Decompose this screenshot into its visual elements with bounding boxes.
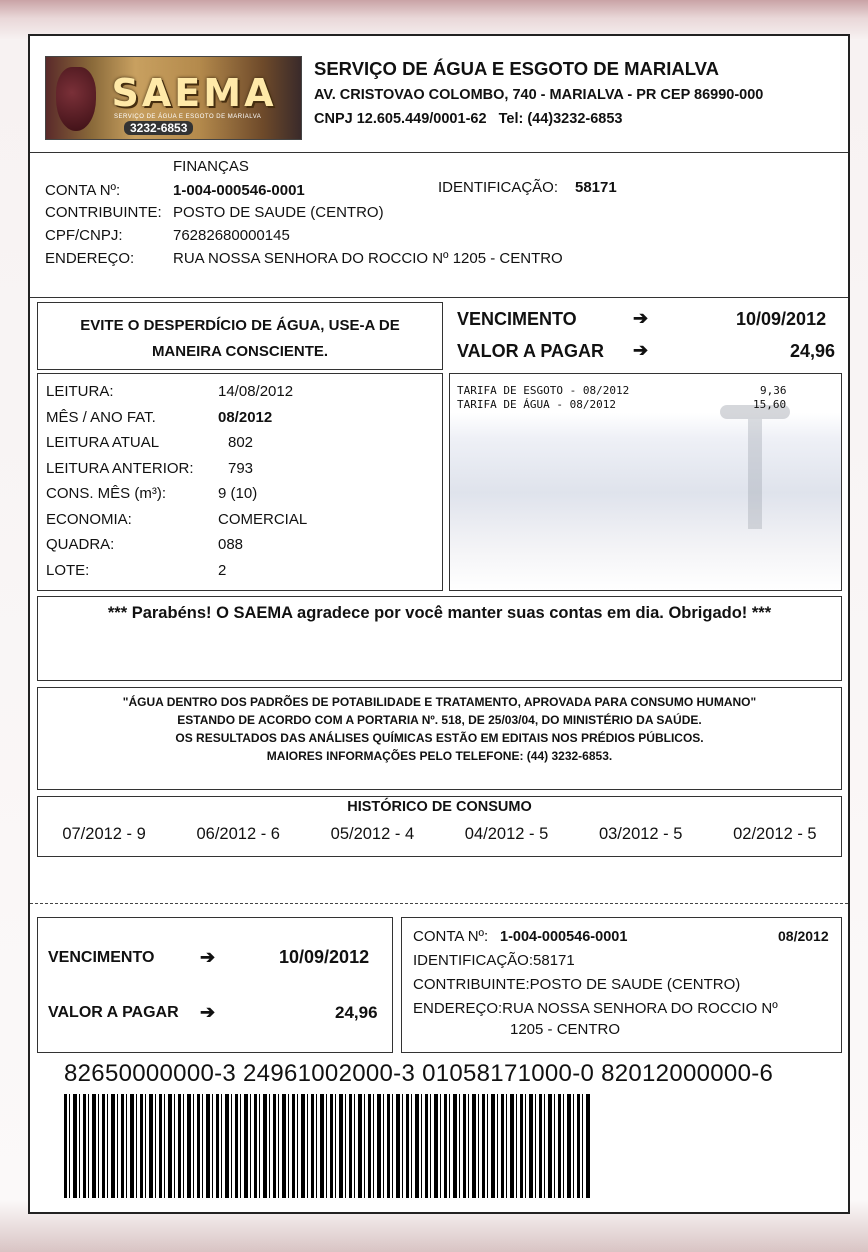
stub-endereco-2: 1205 - CENTRO — [510, 1021, 621, 1038]
thanks-message: *** Parabéns! O SAEMA agradece por você manter suas contas em dia. Obrigado! *** — [107, 604, 772, 622]
history-item: 02/2012 - 5 — [733, 825, 817, 843]
company-title: SERVIÇO DE ÁGUA E ESGOTO DE MARIALVA — [314, 58, 719, 79]
reading-label: QUADRA: — [46, 536, 115, 553]
stub-ident: IDENTIFICAÇÃO:58171 — [413, 952, 575, 969]
stub-due-date-label: VENCIMENTO — [48, 949, 155, 966]
notice-line-2: MANEIRA CONSCIENTE. — [151, 343, 329, 360]
barcode-digits: 82650000000-3 24961002000-3 01058171000-0 82012000000-6 — [64, 1060, 774, 1087]
grapes-icon — [56, 67, 96, 131]
logo-tagline: SERVIÇO DE ÁGUA E ESGOTO DE MARIALVA — [114, 114, 262, 120]
quality-text — [37, 693, 842, 765]
notice-line-1: EVITE O DESPERDÍCIO DE ÁGUA, USE-A DE — [80, 317, 400, 334]
stub-amount-label: VALOR A PAGAR — [48, 1004, 179, 1021]
reading-value: 2 — [218, 561, 227, 579]
contrib-value: POSTO DE SAUDE (CENTRO) — [173, 204, 384, 221]
stub-conta-value: 1-004-000546-0001 — [500, 929, 628, 945]
reading-value: 9 (10) — [218, 485, 258, 502]
reading-row — [46, 460, 436, 486]
stub-payment-box — [37, 917, 393, 1053]
history-title: HISTÓRICO DE CONSUMO — [347, 799, 532, 815]
notice-text — [37, 313, 443, 365]
header-text — [314, 58, 846, 127]
company-cnpj: CNPJ 12.605.449/0001-62 Tel: (44)3232-6853 — [314, 111, 623, 127]
reading-row — [46, 511, 436, 537]
history-item: 04/2012 - 5 — [464, 825, 549, 843]
ident-label: IDENTIFICAÇÃO: — [438, 179, 559, 196]
reading-row — [46, 485, 436, 511]
stub-endereco-1: ENDEREÇO:RUA NOSSA SENHORA DO ROCCIO Nº — [413, 1000, 778, 1017]
endereco-label: ENDEREÇO: — [45, 250, 135, 267]
quality-line-1: "ÁGUA DENTRO DOS PADRÕES DE POTABILIDADE E TRATAMENTO, APROVADA PARA CONSUMO HUMANO" — [122, 695, 757, 709]
reading-value: 14/08/2012 — [218, 383, 294, 400]
reading-value: 08/2012 — [218, 408, 273, 426]
arrow-right-icon: ➔ — [633, 308, 649, 328]
reading-row — [46, 536, 436, 562]
cut-line — [30, 903, 848, 904]
reading-row — [46, 434, 436, 460]
reading-label: LOTE: — [46, 561, 90, 579]
quality-line-4: MAIORES INFORMAÇÕES PELO TELEFONE: (44) 3232-6853. — [266, 749, 613, 763]
cpf-label: CPF/CNPJ: — [45, 227, 123, 244]
stub-due-date-value: 10/09/2012 — [279, 947, 370, 967]
amount-label: VALOR A PAGAR — [457, 341, 604, 361]
contrib-label: CONTRIBUINTE: — [45, 204, 162, 221]
tariff-label: TARIFA DE ÁGUA - 08/2012 — [457, 398, 616, 411]
reading-label: LEITURA ATUAL — [46, 434, 160, 451]
tariff-value: 9,36 — [760, 384, 787, 397]
quality-line-2: ESTANDO DE ACORDO COM A PORTARIA Nº. 518, DE 25/03/04, DO MINISTÉRIO DA SAÚDE. — [177, 713, 702, 727]
barcode — [64, 1094, 592, 1198]
conta-value: 1-004-000546-0001 — [173, 182, 305, 199]
reading-value: COMERCIAL — [218, 510, 308, 528]
stub-ref-month: 08/2012 — [778, 928, 829, 944]
history-item: 03/2012 - 5 — [598, 825, 683, 843]
stub-contrib: CONTRIBUINTE:POSTO DE SAUDE (CENTRO) — [413, 976, 741, 993]
history-item: 06/2012 - 6 — [196, 825, 280, 843]
reading-label: ECONOMIA: — [46, 510, 132, 528]
reading-row — [46, 409, 436, 435]
section-finance: FINANÇAS — [173, 158, 249, 175]
saema-logo — [45, 56, 302, 140]
company-address: AV. CRISTOVAO COLOMBO, 740 - MARIALVA - PR CEP 86990-000 — [314, 87, 764, 103]
reading-label: MÊS / ANO FAT. — [46, 408, 156, 426]
tariff-value: 15,60 — [753, 398, 787, 411]
history-item: 07/2012 - 9 — [62, 825, 146, 843]
endereco-value: RUA NOSSA SENHORA DO ROCCIO Nº 1205 - CENTRO — [173, 250, 563, 267]
stub-conta-label: CONTA Nº: — [413, 928, 489, 945]
cpf-value: 76282680000145 — [173, 227, 290, 244]
stub-amount-value: 24,96 — [335, 1003, 378, 1022]
reading-label: LEITURA: — [46, 383, 114, 400]
reading-label: LEITURA ANTERIOR: — [46, 459, 194, 477]
arrow-right-icon: ➔ — [200, 1002, 216, 1022]
history-item: 05/2012 - 4 — [330, 825, 415, 843]
account-section — [30, 153, 848, 298]
quality-line-3: OS RESULTADOS DAS ANÁLISES QUÍMICAS ESTÃO EM EDITAIS NOS PRÉDIOS PÚBLICOS. — [175, 731, 704, 745]
arrow-right-icon: ➔ — [633, 340, 649, 360]
faucet-stem — [748, 419, 762, 529]
history-list — [37, 825, 842, 844]
reading-value: 802 — [228, 434, 254, 451]
arrow-right-icon: ➔ — [200, 947, 216, 967]
logo-wordmark: SAEMA — [111, 71, 277, 115]
reading-list — [46, 383, 436, 587]
reading-row — [46, 562, 436, 588]
reading-value: 793 — [228, 459, 254, 477]
amount-value: 24,96 — [790, 341, 836, 361]
conta-label: CONTA Nº: — [45, 182, 121, 199]
reading-label: CONS. MÊS (m³): — [46, 485, 166, 502]
logo-phone: 3232-6853 — [124, 121, 193, 135]
reading-row — [46, 383, 436, 409]
tariff-watermark — [700, 405, 810, 555]
ident-value: 58171 — [575, 179, 617, 196]
tariff-label: TARIFA DE ESGOTO - 08/2012 — [457, 384, 630, 397]
due-date-value: 10/09/2012 — [736, 309, 827, 329]
due-date-label: VENCIMENTO — [457, 309, 577, 329]
reading-value: 088 — [218, 536, 244, 553]
